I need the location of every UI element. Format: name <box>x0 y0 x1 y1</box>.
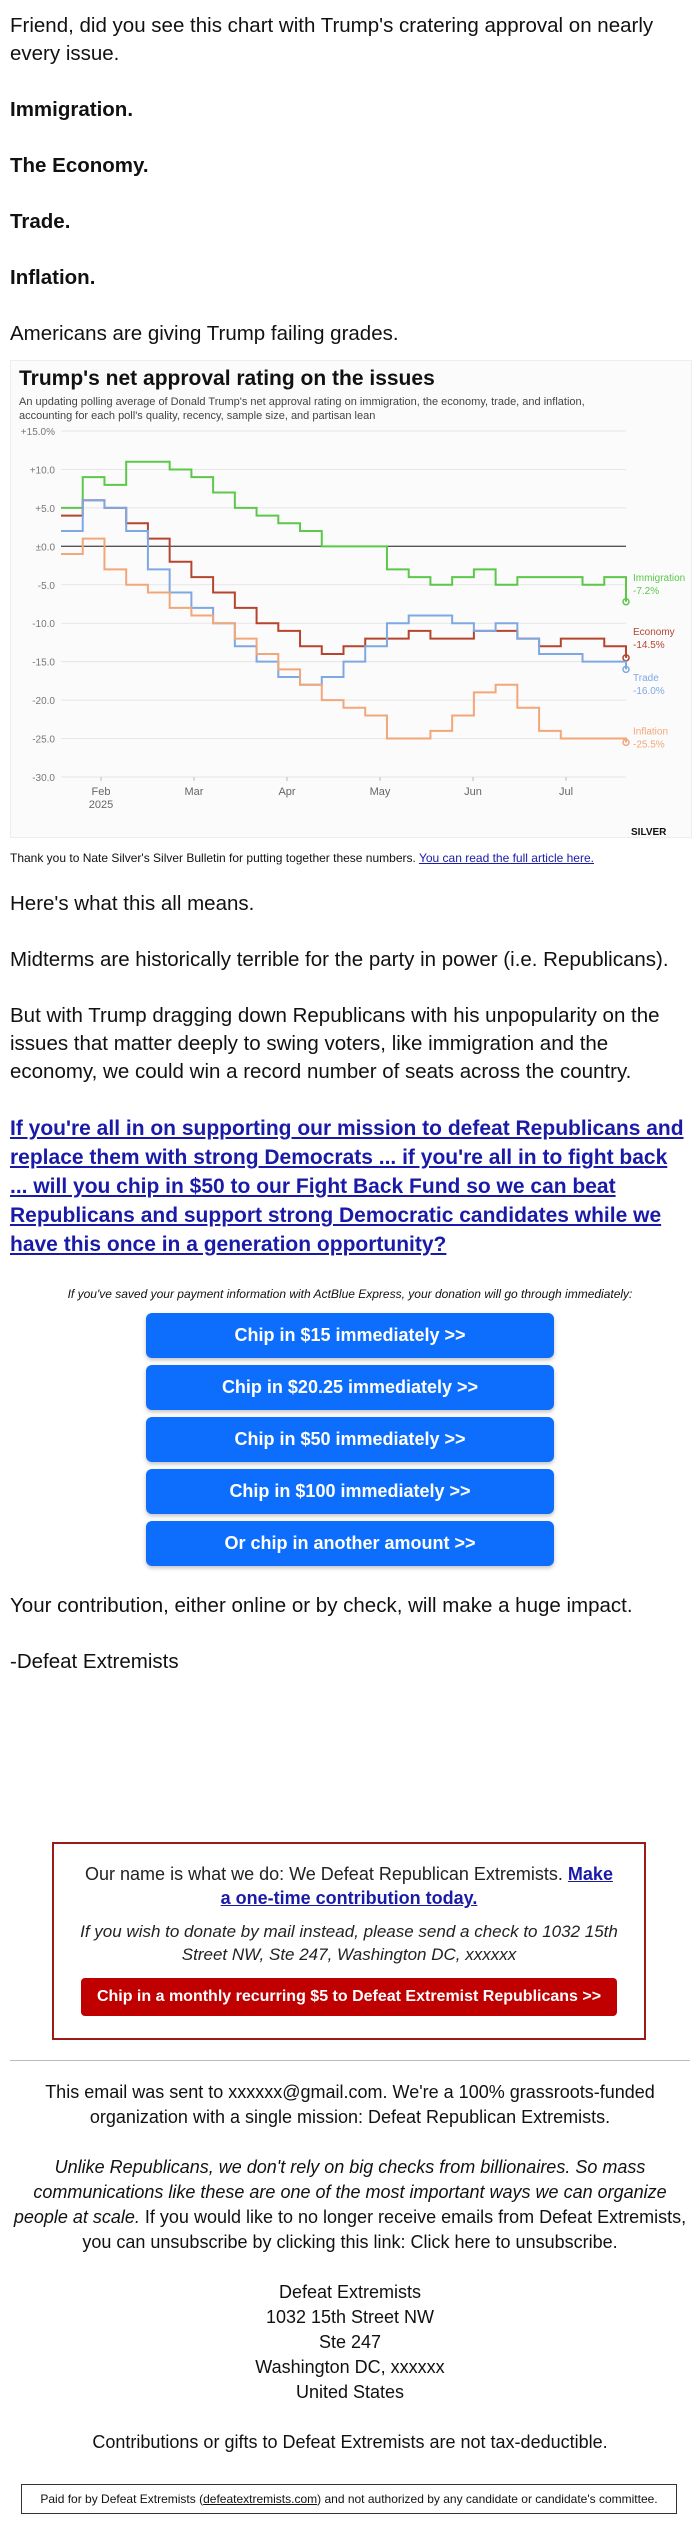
chart-xtick-year: 2025 <box>88 799 114 811</box>
drag-text: But with Trump dragging down Republicans with his unpopularity on the issues that matter deeply to swing voters, like immigration and the economy, we could win a record number of seats across the country. <box>10 1004 660 1083</box>
chart-ytick-label: +5.0 <box>35 503 55 515</box>
intro-text: Friend, did you see this chart with Trump's cratering approval on nearly every issue. <box>10 14 654 65</box>
contribution-text: Your contribution, either online or by check, will make a huge impact. <box>10 1594 633 1617</box>
chart-ytick-label: -5.0 <box>37 580 55 592</box>
fight-back-cta-link[interactable]: If you're all in on supporting our mission to defeat Republicans and replace them with strong Democrats ... if you're all in to fight back ... will you chip in $50 to our Fight Back Fund so we can beat Republicans and support strong Democratic candidates while we have this once in a generation opportunity? <box>10 1117 684 1256</box>
address-line-3: Ste 247 <box>318 2332 382 2352</box>
chart-series-economy <box>61 500 626 658</box>
issue-immigration: Immigration. <box>10 98 134 121</box>
chart-xtick-label: Feb <box>91 786 111 798</box>
tax-disclaimer: Contributions or gifts to Defeat Extremists are not tax-deductible. <box>92 2432 608 2452</box>
chart-legend-immigration: Immigration <box>633 572 686 584</box>
issue-economy: The Economy. <box>10 154 149 177</box>
chart-source-mark: SILVER <box>631 827 667 837</box>
credit-line <box>10 850 690 866</box>
footer-unsubscribe-text <box>10 2155 690 2255</box>
grades-text: Americans are giving Trump failing grades. <box>10 322 399 345</box>
credit-text: Thank you to Nate Silver's Silver Bulletin for putting together these numbers. <box>10 851 416 865</box>
approval-chart-svg <box>11 361 691 837</box>
defeatextremists-link[interactable]: defeatextremists.com <box>203 2492 318 2506</box>
signoff-text: -Defeat Extremists <box>10 1650 179 1673</box>
chip-20-25-button[interactable]: Chip in $20.25 immediately >> <box>146 1365 554 1410</box>
one-time-contribution-link[interactable]: Make a one-time contribution today. <box>220 1864 613 1908</box>
chart-ytick-label: +10.0 <box>29 465 55 477</box>
unsubscribe-link[interactable]: If you would like to no longer receive emails from Defeat Extremists, you can unsubscribe by clicking this link: Click here to unsubscribe. <box>82 2207 687 2252</box>
issue-trade: Trade. <box>10 210 71 233</box>
chart-subtitle-1: An updating polling average of Donald Trump's net approval rating on immigration, the economy, trade, and inflation, <box>19 396 585 408</box>
monthly-recurring-button[interactable]: Chip in a monthly recurring $5 to Defeat Extremist Republicans >> <box>81 1978 617 2016</box>
chart-xtick-label: Apr <box>278 786 296 798</box>
address-line-2: 1032 15th Street NW <box>265 2307 435 2327</box>
chart-series-inflation <box>61 539 626 743</box>
footer-divider <box>10 2060 690 2061</box>
paid-for-prefix: Paid for by Defeat Extremists ( <box>40 2492 204 2506</box>
footer-sent-text: This email was sent to xxxxxx@gmail.com. We're a 100% grassroots-funded organization with a single mission: Defeat Republican Extremists. <box>45 2082 655 2127</box>
chip-100-button[interactable]: Chip in $100 immediately >> <box>146 1469 554 1514</box>
footer-address <box>10 2280 690 2405</box>
footer <box>10 2080 690 2480</box>
chart-legend-economy: Economy <box>633 626 675 638</box>
chart-ytick-label: -25.0 <box>32 734 55 746</box>
chart-legend-trade: Trade <box>633 672 659 684</box>
chart-ytick-label: ±0.0 <box>35 542 55 554</box>
paid-for-disclaimer <box>21 2484 677 2514</box>
chart-xtick-label: May <box>369 786 391 798</box>
approval-chart <box>10 360 692 838</box>
mail-donation-text: If you wish to donate by mail instead, please send a check to 1032 15th Street NW, Ste 247, Washington DC, xxxxxx <box>80 1922 618 1964</box>
chart-ytick-label: -10.0 <box>32 619 55 631</box>
meaning-text: Here's what this all means. <box>10 892 255 915</box>
chart-title: Trump's net approval rating on the issues <box>19 367 435 390</box>
paid-for-suffix: ) and not authorized by any candidate or candidate's committee. <box>317 2492 658 2506</box>
chart-ytick-label: -15.0 <box>32 657 55 669</box>
midterms-text: Midterms are historically terrible for the party in power (i.e. Republicans). <box>10 948 669 971</box>
chart-xtick-label: Jul <box>558 786 574 798</box>
chart-value-immigration: -7.2% <box>633 585 660 597</box>
chart-xtick-label: Jun <box>464 786 482 798</box>
actblue-note: If you've saved your payment information with ActBlue Express, your donation will go through immediately: <box>67 1287 633 1301</box>
chart-ytick-label: -20.0 <box>32 696 55 708</box>
address-line-1: Defeat Extremists <box>278 2282 422 2302</box>
chip-50-button[interactable]: Chip in $50 immediately >> <box>146 1417 554 1462</box>
chart-value-trade: -16.0% <box>633 685 665 697</box>
chart-value-inflation: -25.5% <box>633 739 665 751</box>
donate-box <box>52 1842 646 2040</box>
full-article-link[interactable]: You can read the full article here. <box>418 851 594 865</box>
chart-ytick-label: +15.0% <box>20 427 55 438</box>
chip-15-button[interactable]: Chip in $15 immediately >> <box>146 1313 554 1358</box>
chart-value-economy: -14.5% <box>633 639 665 651</box>
chart-ytick-label: -30.0 <box>32 773 55 784</box>
footer-italic-text: Unlike Republicans, we don't rely on big checks from billionaires. So mass communications like these are one of the most important ways we can organize people at scale. <box>13 2157 667 2227</box>
donate-box-tagline: Our name is what we do: We Defeat Republican Extremists. <box>85 1864 563 1884</box>
chart-subtitle-2: accounting for each poll's quality, recency, sample size, and partisan lean <box>19 410 376 422</box>
address-line-4: Washington DC, xxxxxx <box>255 2357 445 2377</box>
chart-series-trade <box>61 500 626 685</box>
issue-inflation: Inflation. <box>10 266 96 289</box>
address-line-5: United States <box>295 2382 405 2402</box>
chip-other-amount-button[interactable]: Or chip in another amount >> <box>146 1521 554 1566</box>
chart-xtick-label: Mar <box>184 786 204 798</box>
donate-box-text <box>78 1862 620 1910</box>
chart-legend-inflation: Inflation <box>633 726 669 738</box>
